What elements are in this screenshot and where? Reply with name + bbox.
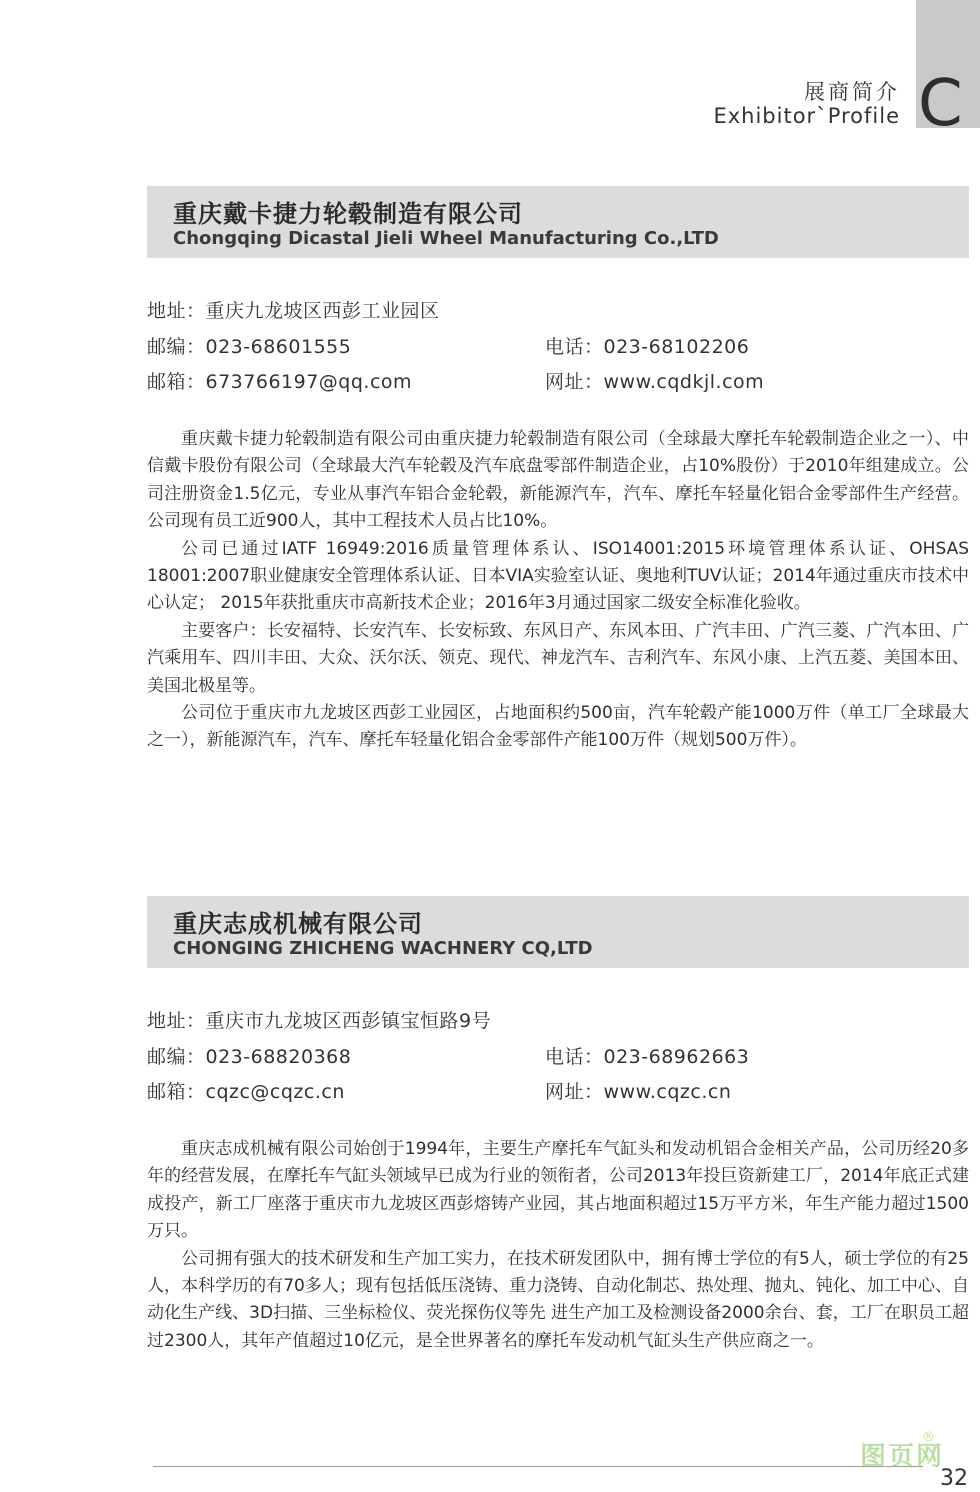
description-paragraph: 公司已通过IATF 16949:2016质量管理体系认、ISO14001:2015环境管理体系认证、OHSAS 18001:2007职业健康安全管理体系认证、日本VIA实验室认证、奥地利TUV认证；2014年通过重庆市技术中心认定； 2015年获批重庆市高新技术企业；2016年3月通过国家二级安全标准化验收。 [147,538,969,614]
registered-mark: ® [922,1430,935,1445]
description-paragraph: 重庆戴卡捷力轮毂制造有限公司由重庆捷力轮毂制造有限公司（全球最大摩托车轮毂制造企业之一）、中信戴卡股份有限公司（全球最大汽车轮毂及汽车底盘零部件制造企业，占10%股份）于2010年组建成立。公司注册资金1.5亿元，专业从事汽车铝合金轮毂，新能源汽车，汽车、摩托车轻量化铝合金零部件生产经营。公司现有员工近900人，其中工程技术人员占比10%。 [147,429,969,532]
company-phone: 电话：023-68102206 [545,336,750,358]
description-paragraph: 公司位于重庆市九龙坡区西彭工业园区，占地面积约500亩，汽车轮毂产能1000万件（单工厂全球最大之一），新能源汽车，汽车、摩托车轻量化铝合金零部件产能100万件（规划500万件）。 [147,703,969,751]
company-phone: 电话：023-68962663 [545,1046,750,1068]
company-address: 地址：重庆九龙坡区西彭工业园区 [147,300,440,322]
description-paragraph: 重庆志成机械有限公司始创于1994年，主要生产摩托车气缸头和发动机铝合金相关产品，公司历经20多年的经营发展，在摩托车气缸头领域早已成为行业的领衔者，公司2013年投巨资新建工厂，2014年底正式建成投产，新工厂座落于重庆市九龙坡区西彭熔铸产业园，其占地面积超过15万平方米，年生产能力超过1500万只。 [147,1139,969,1242]
footer-divider [153,1466,923,1467]
company-address: 地址：重庆市九龙坡区西彭镇宝恒路9号 [147,1010,492,1032]
company-description [147,1136,969,1355]
company-email: 邮箱：673766197@qq.com [147,371,413,393]
section-letter: C [918,67,963,141]
company-postcode: 邮编：023-68601555 [147,336,352,358]
watermark-logo: 图页网 [860,1442,945,1472]
company-email: 邮箱：cqzc@cqzc.cn [147,1081,345,1103]
company-name-cn: 重庆戴卡捷力轮毂制造有限公司 [173,200,523,228]
company-name-cn: 重庆志成机械有限公司 [173,910,423,938]
company-name-en: CHONGING ZHICHENG WACHNERY CQ,LTD [173,938,593,959]
header-title-en: Exhibitor`Profile [713,104,900,128]
company-website: 网址：www.cqdkjl.com [545,371,765,393]
company-postcode: 邮编：023-68820368 [147,1046,352,1068]
company-website: 网址：www.cqzc.cn [545,1081,732,1103]
company-name-en: Chongqing Dicastal Jieli Wheel Manufacturing Co.,LTD [173,228,719,249]
page-number: 32 [940,1466,968,1491]
company-title-band [147,896,969,968]
header-title-cn: 展商简介 [804,80,900,104]
company-description [147,426,969,755]
description-paragraph: 公司拥有强大的技术研发和生产加工实力，在技术研发团队中，拥有博士学位的有5人，硕士学位的有25人，本科学历的有70多人；现有包括低压浇铸、重力浇铸、自动化制芯、热处理、抛丸、钝化、加工中心、自动化生产线、3D扫描、三坐标检仪、荧光探伤仪等先 进生产加工及检测设备2000余台、套，工厂在职员工超过2300人，其年产值超过10亿元，是全世界著名的摩托车发动机气缸头生产供应商之一。 [147,1248,969,1351]
description-paragraph: 主要客户：长安福特、长安汽车、长安标致、东风日产、东风本田、广汽丰田、广汽三菱、广汽本田、广汽乘用车、四川丰田、大众、沃尔沃、领克、现代、神龙汽车、吉利汽车、东风小康、上汽五菱、美国本田、美国北极星等。 [147,620,969,696]
company-title-band [147,186,969,258]
